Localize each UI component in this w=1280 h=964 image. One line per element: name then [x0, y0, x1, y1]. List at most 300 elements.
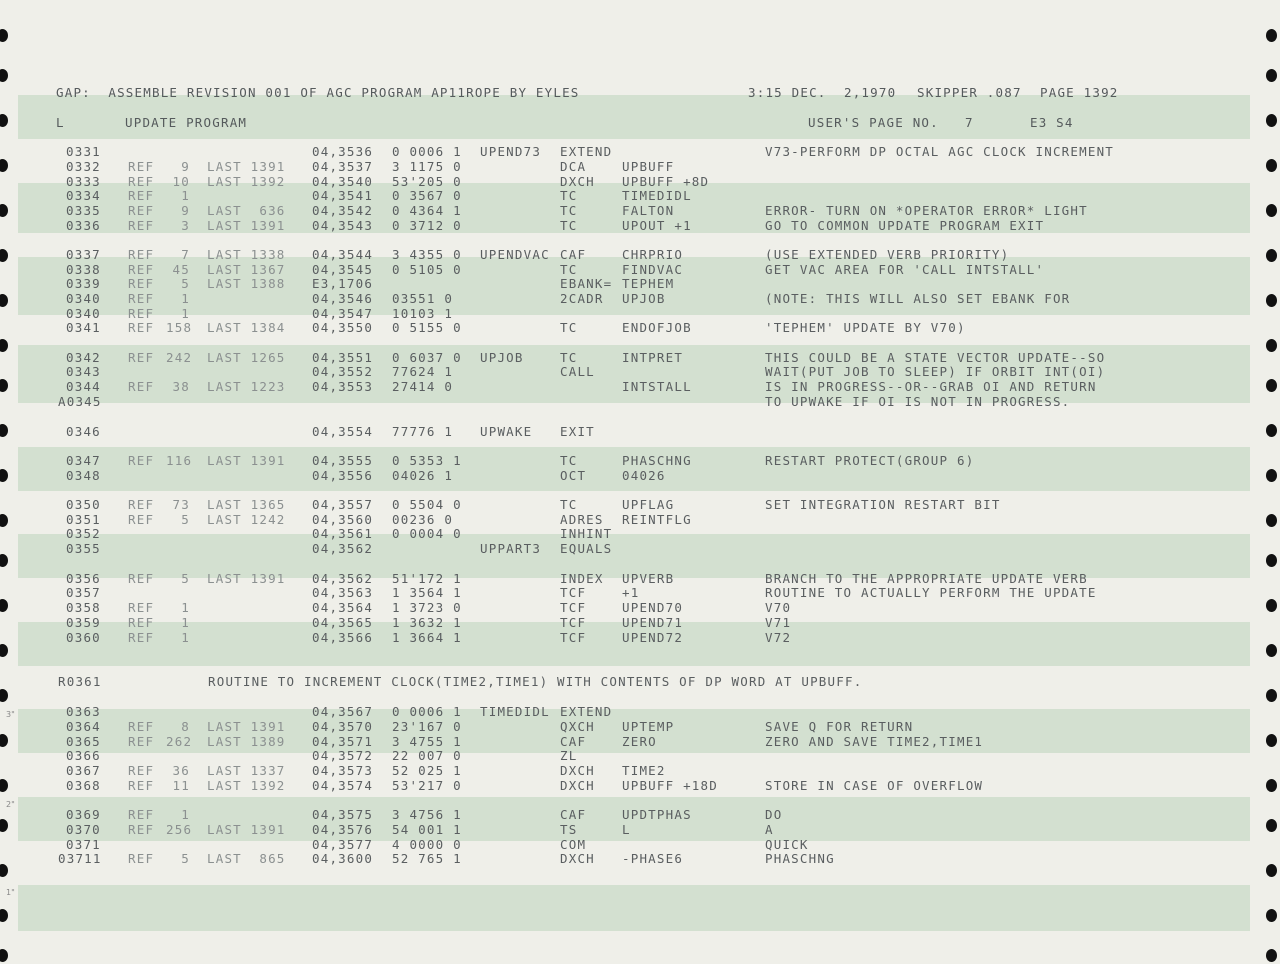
comment: QUICK [765, 837, 809, 852]
ref-label: REF [128, 497, 155, 512]
feed-hole [1266, 554, 1277, 567]
comment: IS IN PROGRESS--OR--GRAB OI AND RETURN [765, 379, 1097, 394]
operand: UPEND71 [622, 615, 684, 630]
opcode: TC [560, 320, 578, 335]
octal-code: 3 4355 0 [392, 247, 462, 262]
opcode: TC [560, 203, 578, 218]
feed-hole [0, 69, 8, 82]
opcode: CALL [560, 364, 595, 379]
comment: V72 [765, 630, 792, 645]
operand: FALTON [622, 203, 675, 218]
ref-count: 1 [181, 291, 190, 306]
feed-hole [1266, 599, 1277, 612]
ref-count: 9 [181, 203, 190, 218]
comment: RESTART PROTECT(GROUP 6) [765, 453, 975, 468]
symbol-label: UPJOB [480, 350, 524, 365]
last-ref: LAST 1391 [207, 159, 286, 174]
line-number: 0341 [66, 320, 101, 335]
last-ref: LAST 1242 [207, 512, 286, 527]
line-number: R0361 [58, 674, 102, 689]
operand: REINTFLG [622, 512, 692, 527]
address: 04,3573 [312, 763, 374, 778]
ref-label: REF [128, 822, 155, 837]
last-ref: LAST 1391 [207, 453, 286, 468]
ref-label: REF [128, 851, 155, 866]
feed-hole [1266, 204, 1277, 217]
ref-label: REF [128, 453, 155, 468]
ref-count: 8 [181, 719, 190, 734]
symbol-label: UPPART3 [480, 541, 542, 556]
feed-hole [1266, 249, 1277, 262]
opcode: TC [560, 218, 578, 233]
line-number: 0364 [66, 719, 101, 734]
address: 04,3547 [312, 306, 374, 321]
feed-hole [1266, 689, 1277, 702]
page-number: PAGE 1392 [1040, 85, 1119, 100]
feed-hole [1266, 114, 1277, 127]
comment: DO [765, 807, 783, 822]
last-ref: LAST 1384 [207, 320, 286, 335]
octal-code: 77624 1 [392, 364, 454, 379]
comment: SET INTEGRATION RESTART BIT [765, 497, 1001, 512]
opcode: INHINT [560, 526, 613, 541]
ref-label: REF [128, 174, 155, 189]
feed-hole [1266, 949, 1277, 962]
feed-hole [0, 734, 8, 747]
feed-hole [0, 644, 8, 657]
address: 04,3546 [312, 291, 374, 306]
operand: TIME2 [622, 763, 666, 778]
octal-code: 1 3564 1 [392, 585, 462, 600]
symbol-label: UPENDVAC [480, 247, 550, 262]
comment: SAVE Q FOR RETURN [765, 719, 914, 734]
address: 04,3537 [312, 159, 374, 174]
users-page-number: USER'S PAGE NO. 7 [808, 115, 974, 130]
comment: BRANCH TO THE APPROPRIATE UPDATE VERB [765, 571, 1088, 586]
address: 04,3543 [312, 218, 374, 233]
listing-title: GAP: ASSEMBLE REVISION 001 OF AGC PROGRAM AP11ROPE BY EYLES [56, 85, 580, 100]
feed-hole [1266, 864, 1277, 877]
feed-hole [0, 599, 8, 612]
ref-count: 1 [181, 807, 190, 822]
ref-label: REF [128, 320, 155, 335]
line-number: 0344 [66, 379, 101, 394]
last-ref: LAST 1338 [207, 247, 286, 262]
line-number: 0332 [66, 159, 101, 174]
opcode: QXCH [560, 719, 595, 734]
feed-hole [0, 469, 8, 482]
ref-label: REF [128, 188, 155, 203]
address: 04,3563 [312, 585, 374, 600]
line-number: 0337 [66, 247, 101, 262]
ref-count: 1 [181, 306, 190, 321]
ref-count: 256 [166, 822, 193, 837]
last-ref: LAST 636 [207, 203, 286, 218]
ref-count: 1 [181, 600, 190, 615]
address: 04,3540 [312, 174, 374, 189]
operand: TIMEDIDL [622, 188, 692, 203]
skipper-label: SKIPPER .087 [917, 85, 1022, 100]
octal-code: 0 0006 1 [392, 144, 462, 159]
opcode: TC [560, 188, 578, 203]
line-number: 0368 [66, 778, 101, 793]
last-ref: LAST 1337 [207, 763, 286, 778]
line-number: 0334 [66, 188, 101, 203]
address: 04,3562 [312, 541, 374, 556]
ref-label: REF [128, 571, 155, 586]
octal-code: 04026 1 [392, 468, 454, 483]
feed-hole [0, 114, 8, 127]
operand: CHRPRIO [622, 247, 684, 262]
opcode: DXCH [560, 763, 595, 778]
line-number: 0333 [66, 174, 101, 189]
feed-hole [1266, 159, 1277, 172]
octal-code: 22 007 0 [392, 748, 462, 763]
feed-hole [1266, 424, 1277, 437]
feed-hole [1266, 379, 1277, 392]
opcode: TC [560, 453, 578, 468]
operand: UPBUFF [622, 159, 675, 174]
opcode: OCT [560, 468, 587, 483]
ref-label: REF [128, 615, 155, 630]
operand: TEPHEM [622, 276, 675, 291]
address: 04,3567 [312, 704, 374, 719]
ref-count: 1 [181, 630, 190, 645]
listing-date: 3:15 DEC. 2,1970 [748, 85, 897, 100]
octal-code: 51'172 1 [392, 571, 462, 586]
opcode: DXCH [560, 851, 595, 866]
line-number: 0331 [66, 144, 101, 159]
feed-hole [1266, 514, 1277, 527]
line-number: A0345 [58, 394, 102, 409]
ref-count: 3 [181, 218, 190, 233]
feed-hole [0, 779, 8, 792]
line-number: 0351 [66, 512, 101, 527]
address: 04,3536 [312, 144, 374, 159]
opcode: EXTEND [560, 704, 613, 719]
opcode: CAF [560, 807, 587, 822]
symbol-label: TIMEDIDL [480, 704, 550, 719]
address: 04,3553 [312, 379, 374, 394]
feed-hole [0, 689, 8, 702]
feed-hole [1266, 734, 1277, 747]
line-number: 0356 [66, 571, 101, 586]
ref-count: 45 [172, 262, 190, 277]
address: 04,3562 [312, 571, 374, 586]
ref-count: 5 [181, 276, 190, 291]
line-number: 0371 [66, 837, 101, 852]
address: 04,3560 [312, 512, 374, 527]
feed-hole [0, 424, 8, 437]
address: 04,3572 [312, 748, 374, 763]
operand: UPFLAG [622, 497, 675, 512]
comment: WAIT(PUT JOB TO SLEEP) IF ORBIT INT(OI) [765, 364, 1106, 379]
ref-count: 262 [166, 734, 193, 749]
comment: GO TO COMMON UPDATE PROGRAM EXIT [765, 218, 1045, 233]
octal-code: 3 4755 1 [392, 734, 462, 749]
feed-hole [0, 29, 8, 42]
operand: INTSTALL [622, 379, 692, 394]
sub-left-marker: L [56, 115, 65, 130]
ref-label: REF [128, 630, 155, 645]
address: 04,3552 [312, 364, 374, 379]
address: 04,3600 [312, 851, 374, 866]
ref-label: REF [128, 719, 155, 734]
octal-code: 23'167 0 [392, 719, 462, 734]
comment: A [765, 822, 774, 837]
line-number: 0370 [66, 822, 101, 837]
ref-count: 1 [181, 615, 190, 630]
ref-count: 38 [172, 379, 190, 394]
line-number: 0363 [66, 704, 101, 719]
opcode: TS [560, 822, 578, 837]
octal-code: 00236 0 [392, 512, 454, 527]
line-number: 0352 [66, 526, 101, 541]
comment: TO UPWAKE IF OI IS NOT IN PROGRESS. [765, 394, 1071, 409]
last-ref: LAST 1365 [207, 497, 286, 512]
address: 04,3576 [312, 822, 374, 837]
ref-label: REF [128, 276, 155, 291]
ref-count: 1 [181, 188, 190, 203]
opcode: CAF [560, 247, 587, 262]
address: 04,3575 [312, 807, 374, 822]
opcode: EXTEND [560, 144, 613, 159]
symbol-label: UPEND73 [480, 144, 542, 159]
feed-hole [0, 514, 8, 527]
operand: L [622, 822, 631, 837]
ref-label: REF [128, 763, 155, 778]
address: 04,3555 [312, 453, 374, 468]
green-band [18, 885, 1250, 931]
operand: INTPRET [622, 350, 684, 365]
ref-label: REF [128, 778, 155, 793]
address: 04,3574 [312, 778, 374, 793]
opcode: CAF [560, 734, 587, 749]
address: 04,3541 [312, 188, 374, 203]
ref-label: REF [128, 159, 155, 174]
octal-code: 1 3632 1 [392, 615, 462, 630]
ref-label: REF [128, 306, 155, 321]
last-ref: LAST 1391 [207, 822, 286, 837]
line-number: 0359 [66, 615, 101, 630]
line-number: 0357 [66, 585, 101, 600]
section-title: UPDATE PROGRAM [125, 115, 248, 130]
ref-count: 5 [181, 851, 190, 866]
ref-label: REF [128, 600, 155, 615]
octal-code: 0 0004 0 [392, 526, 462, 541]
ref-label: REF [128, 203, 155, 218]
comment: GET VAC AREA FOR 'CALL INTSTALL' [765, 262, 1045, 277]
feed-hole [0, 864, 8, 877]
octal-code: 3 4756 1 [392, 807, 462, 822]
ref-count: 242 [166, 350, 193, 365]
line-number: 0340 [66, 306, 101, 321]
feed-hole [0, 159, 8, 172]
address: 04,3564 [312, 600, 374, 615]
operand: UPEND70 [622, 600, 684, 615]
ref-label: REF [128, 379, 155, 394]
octal-code: 03551 0 [392, 291, 454, 306]
last-ref: LAST 1391 [207, 218, 286, 233]
feed-hole [1266, 69, 1277, 82]
octal-code: 1 3723 0 [392, 600, 462, 615]
comment: ERROR- TURN ON *OPERATOR ERROR* LIGHT [765, 203, 1088, 218]
operand: UPTEMP [622, 719, 675, 734]
comment: 'TEPHEM' UPDATE BY V70) [765, 320, 966, 335]
address: 04,3565 [312, 615, 374, 630]
opcode: TC [560, 262, 578, 277]
octal-code: 27414 0 [392, 379, 454, 394]
operand: ZERO [622, 734, 657, 749]
operand: UPJOB [622, 291, 666, 306]
address: 04,3557 [312, 497, 374, 512]
line-number: 0358 [66, 600, 101, 615]
ref-label: REF [128, 350, 155, 365]
opcode: DXCH [560, 174, 595, 189]
comment: ZERO AND SAVE TIME2,TIME1 [765, 734, 984, 749]
feed-hole [0, 819, 8, 832]
octal-code: 54 001 1 [392, 822, 462, 837]
opcode: DCA [560, 159, 587, 174]
address: 04,3550 [312, 320, 374, 335]
ref-count: 9 [181, 159, 190, 174]
opcode: TCF [560, 600, 587, 615]
comment: PHASCHNG [765, 851, 835, 866]
last-ref: LAST 1391 [207, 571, 286, 586]
last-ref: LAST 1265 [207, 350, 286, 365]
opcode: TCF [560, 585, 587, 600]
ref-count: 116 [166, 453, 193, 468]
feed-hole [0, 909, 8, 922]
feed-hole [0, 949, 8, 962]
last-ref: LAST 1391 [207, 719, 286, 734]
feed-hole [1266, 644, 1277, 657]
feed-hole [1266, 339, 1277, 352]
ref-count: 10 [172, 174, 190, 189]
address: E3,1706 [312, 276, 374, 291]
last-ref: LAST 1223 [207, 379, 286, 394]
line-number: 0360 [66, 630, 101, 645]
line-number: 0335 [66, 203, 101, 218]
line-number: 0347 [66, 453, 101, 468]
line-number: 0366 [66, 748, 101, 763]
opcode: ZL [560, 748, 578, 763]
address: 04,3571 [312, 734, 374, 749]
line-number: 0365 [66, 734, 101, 749]
address: 04,3561 [312, 526, 374, 541]
last-ref: LAST 1388 [207, 276, 286, 291]
last-ref: LAST 1392 [207, 174, 286, 189]
comment: THIS COULD BE A STATE VECTOR UPDATE--SO [765, 350, 1106, 365]
operand: UPOUT +1 [622, 218, 692, 233]
opcode: DXCH [560, 778, 595, 793]
opcode: TCF [560, 615, 587, 630]
octal-code: 10103 1 [392, 306, 454, 321]
octal-code: 0 3712 0 [392, 218, 462, 233]
comment: ROUTINE TO ACTUALLY PERFORM THE UPDATE [765, 585, 1097, 600]
line-number: 0339 [66, 276, 101, 291]
last-ref: LAST 865 [207, 851, 286, 866]
ref-count: 158 [166, 320, 193, 335]
comment: V73-PERFORM DP OCTAL AGC CLOCK INCREMENT [765, 144, 1115, 159]
line-number: 0369 [66, 807, 101, 822]
ref-label: REF [128, 291, 155, 306]
octal-code: 0 5105 0 [392, 262, 462, 277]
comment: V70 [765, 600, 792, 615]
octal-code: 0 4364 1 [392, 203, 462, 218]
operand: +1 [622, 585, 640, 600]
feed-hole [0, 339, 8, 352]
ref-count: 5 [181, 512, 190, 527]
feed-hole [0, 554, 8, 567]
opcode: ADRES [560, 512, 604, 527]
ref-count: 73 [172, 497, 190, 512]
last-ref: LAST 1367 [207, 262, 286, 277]
line-number: 0367 [66, 763, 101, 778]
octal-code: 0 5353 1 [392, 453, 462, 468]
line-number: 0348 [66, 468, 101, 483]
octal-code: 0 5155 0 [392, 320, 462, 335]
comment: (NOTE: THIS WILL ALSO SET EBANK FOR [765, 291, 1071, 306]
ref-label: REF [128, 807, 155, 822]
ref-label: REF [128, 218, 155, 233]
ref-label: REF [128, 247, 155, 262]
operand: 04026 [622, 468, 666, 483]
address: 04,3542 [312, 203, 374, 218]
line-number: 0340 [66, 291, 101, 306]
operand: UPDTPHAS [622, 807, 692, 822]
octal-code: 52 765 1 [392, 851, 462, 866]
feed-hole [0, 379, 8, 392]
opcode: 2CADR [560, 291, 604, 306]
octal-code: 4 0000 0 [392, 837, 462, 852]
ref-count: 7 [181, 247, 190, 262]
opcode: TC [560, 350, 578, 365]
comment: STORE IN CASE OF OVERFLOW [765, 778, 984, 793]
opcode: TCF [560, 630, 587, 645]
comment: V71 [765, 615, 792, 630]
feed-hole [1266, 909, 1277, 922]
operand: ENDOFJOB [622, 320, 692, 335]
octal-code: 0 6037 0 [392, 350, 462, 365]
last-ref: LAST 1389 [207, 734, 286, 749]
line-number: 0346 [66, 424, 101, 439]
feed-hole [1266, 29, 1277, 42]
margin-mark: 1" [6, 888, 15, 897]
ebank-sbank: E3 S4 [1030, 115, 1074, 130]
operand: UPEND72 [622, 630, 684, 645]
opcode: EQUALS [560, 541, 613, 556]
octal-code: 0 5504 0 [392, 497, 462, 512]
operand: UPBUFF +18D [622, 778, 718, 793]
margin-mark: 2" [6, 800, 15, 809]
address: 04,3570 [312, 719, 374, 734]
feed-hole [1266, 819, 1277, 832]
line-number: 0338 [66, 262, 101, 277]
ref-label: REF [128, 262, 155, 277]
feed-hole [1266, 294, 1277, 307]
octal-code: 53'217 0 [392, 778, 462, 793]
operand: UPBUFF +8D [622, 174, 710, 189]
line-number: 0350 [66, 497, 101, 512]
address: 04,3554 [312, 424, 374, 439]
address: 04,3551 [312, 350, 374, 365]
comment: ROUTINE TO INCREMENT CLOCK(TIME2,TIME1) WITH CONTENTS OF DP WORD AT UPBUFF. [208, 674, 863, 689]
operand: FINDVAC [622, 262, 684, 277]
line-number: 0355 [66, 541, 101, 556]
ref-count: 5 [181, 571, 190, 586]
comment: (USE EXTENDED VERB PRIORITY) [765, 247, 1010, 262]
